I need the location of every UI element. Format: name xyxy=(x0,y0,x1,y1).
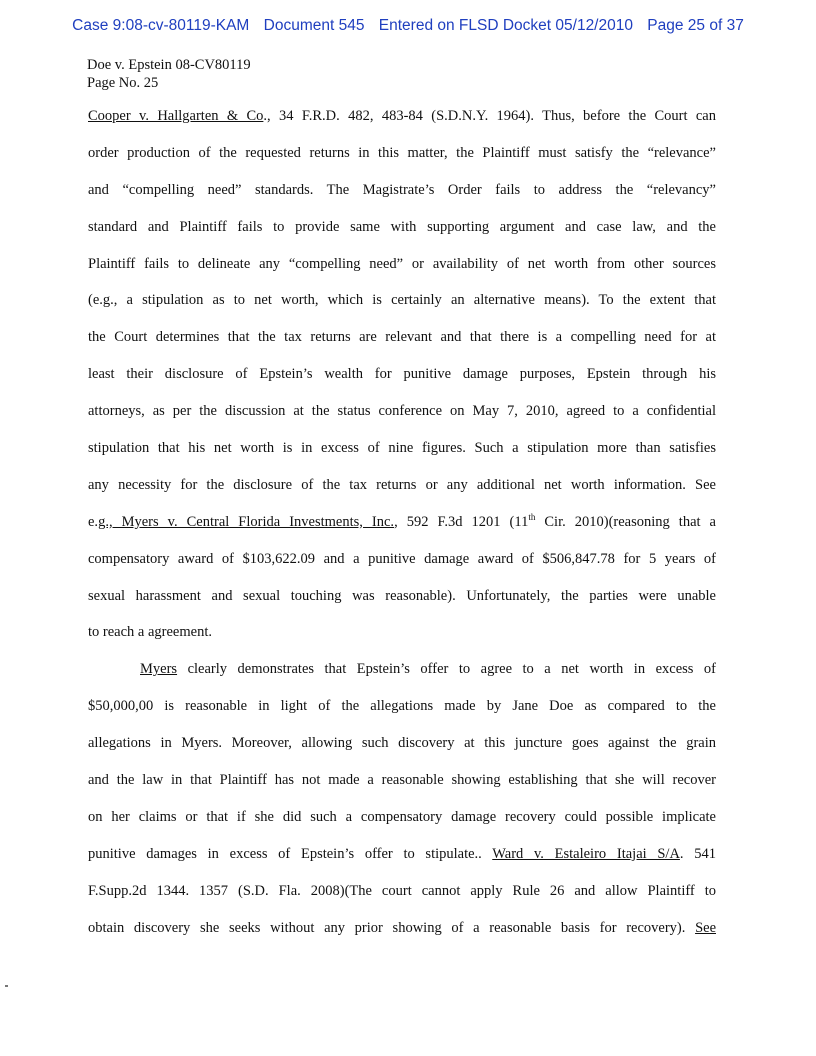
case-citation: Cooper v. Hallgarten & Co xyxy=(88,108,264,124)
text-line: stipulation that his net worth is in excess of nine figures. Such a stipulation more than satisfies xyxy=(88,440,716,457)
case-caption: Doe v. Epstein 08-CV80119 xyxy=(87,57,251,73)
see-signal: See xyxy=(695,919,716,936)
scan-artifact xyxy=(5,985,8,987)
text-line: obtain discovery she seeks without any prior showing of a reasonable basis for recovery). See xyxy=(88,919,716,936)
text-line: attorneys, as per the discussion at the status conference on May 7, 2010, agreed to a confidential xyxy=(88,403,716,420)
case-citation: Myers xyxy=(140,661,178,678)
text-line: to reach a agreement. xyxy=(88,624,212,641)
text-line: compensatory award of $103,622.09 and a punitive damage award of $506,847.78 for 5 years of xyxy=(88,550,716,567)
docket-document-number: Document 545 xyxy=(263,17,365,34)
text-line: Plaintiff fails to delineate any “compelling need” or availability of net worth from other sources xyxy=(88,255,716,272)
document-body xyxy=(88,104,716,952)
case-citation: Ward v. Estaleiro Itajai S/A xyxy=(492,845,680,862)
text-line: order production of the requested returns in this matter, the Plaintiff must satisfy the “relevance” xyxy=(88,144,716,161)
docket-page-count: Page 25 of 37 xyxy=(647,17,744,34)
text-line: any necessity for the disclosure of the tax returns or any additional net worth information. See xyxy=(88,476,716,493)
text-line: least their disclosure of Epstein’s wealth for punitive damage purposes, Epstein through his xyxy=(88,366,716,383)
page-number: Page No. 25 xyxy=(87,75,159,91)
text-line: and the law in that Plaintiff has not made a reasonable showing establishing that she will recover xyxy=(88,772,716,789)
text-line: standard and Plaintiff fails to provide same with supporting argument and case law, and the xyxy=(88,218,716,235)
text-line: e.g., Myers v. Central Florida Investments, Inc., 592 F.3d 1201 (11th Cir. 2010)(reasoning that a xyxy=(88,511,716,530)
docket-case-number: Case 9:08-cv-80119-KAM xyxy=(72,17,250,34)
text-line: sexual harassment and sexual touching was reasonable). Unfortunately, the parties were unable xyxy=(88,587,716,604)
text-line: on her claims or that if she did such a compensatory damage recovery could possible implicate xyxy=(88,808,716,825)
case-citation: g., Myers v. Central Florida Investments, Inc. xyxy=(98,513,395,530)
page-header xyxy=(87,56,251,92)
text-line: Cooper v. Hallgarten & Co., 34 F.R.D. 482, 483-84 (S.D.N.Y. 1964). Thus, before the Court can xyxy=(88,108,716,124)
text-line: allegations in Myers. Moreover, allowing such discovery at this juncture goes against the grain xyxy=(88,735,716,752)
text-line: punitive damages in excess of Epstein’s offer to stipulate.. Ward v. Estaleiro Itajai S/A. 541 xyxy=(88,845,716,862)
text-line: $50,000,00 is reasonable in light of the allegations made by Jane Doe as compared to the xyxy=(88,698,716,715)
text-line: Myers clearly demonstrates that Epstein’s offer to agree to a net worth in excess of xyxy=(140,661,716,678)
text-line: the Court determines that the tax returns are relevant and that there is a compelling need for at xyxy=(88,329,716,346)
docket-entered-date: Entered on FLSD Docket 05/12/2010 xyxy=(378,17,633,34)
text-line: F.Supp.2d 1344. 1357 (S.D. Fla. 2008)(The court cannot apply Rule 26 and allow Plaintiff to xyxy=(88,882,716,899)
text-line: and “compelling need” standards. The Magistrate’s Order fails to address the “relevancy” xyxy=(88,181,716,198)
text-line: (e.g., a stipulation as to net worth, which is certainly an alternative means). To the extent that xyxy=(88,292,716,309)
docket-header xyxy=(0,17,816,35)
